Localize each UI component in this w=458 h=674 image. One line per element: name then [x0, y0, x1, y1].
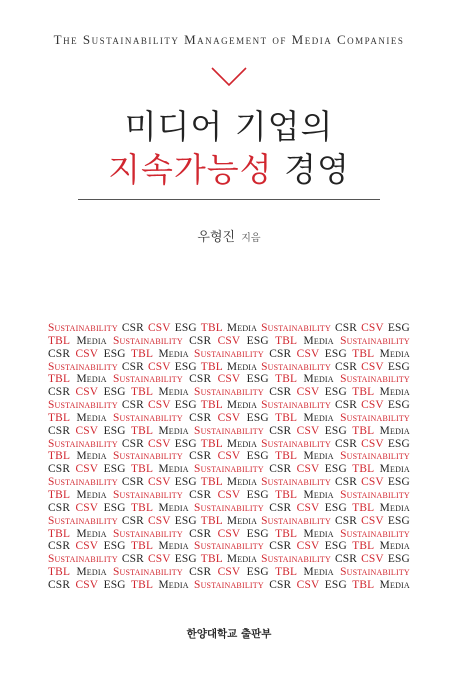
keyword: CSR	[121, 322, 144, 334]
keyword: CSV	[361, 399, 384, 412]
keyword: Media	[226, 553, 258, 566]
keyword: CSR	[189, 373, 212, 386]
keyword: Sustainability	[340, 334, 410, 347]
keyword: Sustainability	[112, 488, 183, 501]
keyword: CSV	[361, 437, 384, 450]
keyword: Sustainability	[340, 488, 410, 501]
keyword: TBL	[352, 386, 375, 399]
keyword: Media	[303, 527, 334, 540]
keyword: Sustainability	[194, 463, 264, 476]
keyword: CSR	[269, 501, 292, 514]
keyword: TBL	[48, 334, 71, 347]
keyword: Media	[379, 463, 410, 476]
keyword: ESG	[387, 514, 410, 527]
keyword: CSV	[296, 386, 320, 399]
keyword: CSV	[217, 373, 241, 386]
keyword: Media	[76, 411, 107, 424]
keyword: CSV	[296, 501, 320, 514]
keyword: CSR	[189, 527, 212, 540]
keyword: CSR	[48, 347, 71, 360]
keyword: TBL	[275, 527, 298, 540]
keyword: TBL	[48, 488, 71, 501]
keyword: CSR	[48, 424, 71, 437]
keyword: CSV	[361, 360, 384, 373]
keyword: Media	[226, 476, 258, 489]
keyword: Sustainability	[194, 424, 264, 437]
keyword: Media	[303, 334, 334, 347]
author-role: 지음	[241, 233, 261, 244]
keyword: TBL	[131, 540, 154, 553]
keyword: Sustainability	[261, 437, 331, 450]
keyword: ESG	[246, 450, 269, 463]
keyword: TBL	[48, 450, 71, 463]
keyword: ESG	[324, 501, 347, 514]
keyword: ESG	[387, 399, 410, 412]
keyword: Media	[158, 424, 189, 437]
keyword: ESG	[174, 476, 197, 489]
keyword: ESG	[324, 463, 347, 476]
keyword: ESG	[103, 424, 126, 437]
keyword: TBL	[200, 514, 223, 527]
keyword: ESG	[324, 540, 347, 553]
keyword: Sustainability	[261, 399, 331, 412]
chevron-down-icon	[210, 66, 248, 88]
keyword: TBL	[200, 553, 223, 566]
keyword: Media	[76, 566, 107, 579]
keyword: TBL	[352, 501, 375, 514]
keyword: Media	[226, 437, 258, 450]
keyword: ESG	[174, 360, 197, 373]
keyword: Sustainability	[340, 527, 410, 540]
keyword-row	[48, 489, 410, 502]
keyword: ESG	[324, 578, 347, 591]
keyword: Sustainability	[261, 360, 331, 373]
keyword-row	[48, 438, 410, 451]
keyword-row	[48, 476, 410, 489]
keyword: CSV	[147, 514, 171, 527]
keyword: ESG	[246, 334, 269, 347]
keyword: CSV	[296, 578, 320, 591]
keyword: TBL	[200, 360, 223, 373]
keyword: Sustainability	[48, 437, 118, 450]
keyword: Media	[226, 514, 258, 527]
keyword: Sustainability	[340, 450, 410, 463]
keyword: Media	[158, 347, 189, 360]
keyword: Sustainability	[340, 411, 410, 424]
keyword: ESG	[174, 322, 197, 334]
keyword: CSR	[189, 450, 212, 463]
keyword: CSR	[48, 578, 71, 591]
keyword: CSR	[269, 347, 292, 360]
keyword: TBL	[48, 527, 71, 540]
book-title-line1: 미디어 기업의	[124, 107, 334, 146]
keyword: Sustainability	[194, 347, 264, 360]
keyword: CSV	[147, 553, 171, 566]
keyword: ESG	[174, 514, 197, 527]
keyword: TBL	[352, 424, 375, 437]
keyword: Media	[76, 373, 107, 386]
keyword: CSR	[269, 463, 292, 476]
keyword: Media	[158, 463, 189, 476]
keyword: CSV	[217, 527, 241, 540]
keyword: Media	[76, 450, 107, 463]
keyword: Sustainability	[261, 553, 331, 566]
keyword: CSR	[269, 424, 292, 437]
keyword: TBL	[131, 347, 154, 360]
keyword: CSR	[189, 566, 212, 579]
keyword: CSV	[217, 450, 241, 463]
keyword: CSV	[147, 437, 171, 450]
keyword: CSR	[121, 553, 144, 566]
keyword: CSV	[361, 514, 384, 527]
keyword: CSV	[75, 578, 99, 591]
keyword-pattern	[48, 322, 410, 592]
keyword: Media	[379, 424, 410, 437]
divider	[78, 199, 380, 200]
keyword: TBL	[352, 540, 375, 553]
keyword-row	[48, 412, 410, 425]
keyword: Media	[76, 527, 107, 540]
keyword: TBL	[275, 566, 298, 579]
keyword: ESG	[103, 540, 126, 553]
keyword-row	[48, 425, 410, 438]
keyword: Media	[303, 566, 334, 579]
keyword: TBL	[131, 578, 154, 591]
keyword: CSR	[48, 463, 71, 476]
keyword: Sustainability	[112, 450, 183, 463]
keyword: Sustainability	[48, 322, 118, 334]
keyword: TBL	[200, 322, 223, 334]
keyword: ESG	[246, 566, 269, 579]
keyword: ESG	[324, 347, 347, 360]
keyword: CSV	[75, 501, 99, 514]
keyword-row	[48, 361, 410, 374]
keyword: ESG	[387, 476, 410, 489]
keyword: TBL	[352, 578, 375, 591]
keyword: ESG	[174, 553, 197, 566]
keyword: ESG	[246, 527, 269, 540]
keyword-row	[48, 373, 410, 386]
keyword: CSR	[121, 476, 144, 489]
keyword: TBL	[275, 411, 298, 424]
keyword: Sustainability	[48, 476, 118, 489]
keyword-row	[48, 335, 410, 348]
keyword: TBL	[48, 566, 71, 579]
keyword-row	[48, 566, 410, 579]
keyword: CSR	[269, 386, 292, 399]
keyword: Sustainability	[261, 476, 331, 489]
title-highlight: 지속가능성	[108, 150, 273, 189]
keyword-row	[48, 579, 410, 592]
keyword: CSV	[147, 322, 171, 334]
keyword: CSV	[75, 424, 99, 437]
keyword: Media	[303, 373, 334, 386]
keyword: TBL	[352, 463, 375, 476]
keyword: ESG	[246, 411, 269, 424]
keyword: TBL	[131, 501, 154, 514]
keyword-row	[48, 348, 410, 361]
keyword: ESG	[103, 501, 126, 514]
keyword: ESG	[387, 437, 410, 450]
keyword: TBL	[131, 424, 154, 437]
keyword: TBL	[352, 347, 375, 360]
keyword: Sustainability	[112, 527, 183, 540]
keyword: CSV	[296, 463, 320, 476]
keyword: CSR	[334, 553, 358, 566]
keyword: Sustainability	[48, 514, 118, 527]
keyword: Media	[379, 501, 410, 514]
keyword: CSV	[361, 322, 384, 334]
keyword: CSV	[296, 424, 320, 437]
keyword: Sustainability	[261, 322, 331, 334]
keyword: ESG	[246, 373, 269, 386]
keyword: Sustainability	[194, 501, 264, 514]
keyword: Media	[303, 450, 334, 463]
keyword: TBL	[275, 334, 298, 347]
keyword: CSR	[269, 540, 292, 553]
keyword: Media	[158, 540, 189, 553]
english-title: The Sustainability Management of Media Companies	[53, 32, 405, 47]
keyword: TBL	[200, 437, 223, 450]
keyword: Media	[303, 411, 334, 424]
keyword: ESG	[246, 488, 269, 501]
keyword-row	[48, 502, 410, 515]
keyword: Media	[379, 386, 410, 399]
keyword: CSR	[189, 411, 212, 424]
keyword: CSV	[75, 463, 99, 476]
keyword: CSV	[361, 553, 384, 566]
keyword: ESG	[387, 553, 410, 566]
keyword: CSR	[334, 322, 358, 334]
keyword: Media	[379, 540, 410, 553]
keyword: CSR	[334, 514, 358, 527]
keyword: ESG	[174, 399, 197, 412]
keyword: Sustainability	[261, 514, 331, 527]
keyword: Media	[226, 322, 258, 334]
keyword: Media	[379, 347, 410, 360]
keyword: CSV	[217, 566, 241, 579]
keyword-row	[48, 540, 410, 553]
keyword: Sustainability	[112, 373, 183, 386]
keyword: Media	[158, 578, 189, 591]
keyword-row	[48, 386, 410, 399]
keyword: Media	[158, 501, 189, 514]
keyword: CSV	[147, 360, 171, 373]
keyword: CSR	[334, 360, 358, 373]
keyword: CSV	[147, 476, 171, 489]
keyword: Media	[158, 386, 189, 399]
keyword: Media	[76, 488, 107, 501]
keyword: Sustainability	[112, 411, 183, 424]
keyword: ESG	[103, 386, 126, 399]
keyword: CSR	[48, 501, 71, 514]
keyword: ESG	[387, 360, 410, 373]
keyword: TBL	[48, 373, 71, 386]
keyword: Sustainability	[48, 399, 118, 412]
keyword: CSV	[147, 399, 171, 412]
keyword-row	[48, 463, 410, 476]
keyword: CSV	[75, 540, 99, 553]
keyword: CSR	[48, 540, 71, 553]
keyword: CSR	[48, 386, 71, 399]
keyword-row	[48, 399, 410, 412]
keyword: CSR	[269, 578, 292, 591]
keyword: Media	[303, 488, 334, 501]
keyword: TBL	[200, 476, 223, 489]
keyword: TBL	[131, 386, 154, 399]
keyword-row	[48, 322, 410, 335]
keyword: Media	[379, 578, 410, 591]
keyword: Sustainability	[340, 373, 410, 386]
keyword: CSV	[75, 386, 99, 399]
author-credit	[0, 226, 458, 245]
keyword: CSR	[121, 514, 144, 527]
keyword: CSR	[121, 437, 144, 450]
keyword: CSV	[217, 411, 241, 424]
keyword: CSR	[189, 488, 212, 501]
author-name: 우형진	[197, 230, 236, 245]
keyword: ESG	[174, 437, 197, 450]
keyword: ESG	[324, 386, 347, 399]
keyword: CSR	[334, 476, 358, 489]
keyword: CSR	[334, 399, 358, 412]
keyword: Media	[76, 334, 107, 347]
keyword: Media	[226, 399, 258, 412]
keyword: Sustainability	[112, 334, 183, 347]
keyword: CSR	[334, 437, 358, 450]
keyword: CSV	[217, 488, 241, 501]
keyword: Sustainability	[194, 578, 264, 591]
keyword: CSR	[121, 399, 144, 412]
title-suffix: 경영	[284, 150, 350, 189]
keyword: Sustainability	[48, 553, 118, 566]
keyword: TBL	[275, 373, 298, 386]
keyword: ESG	[324, 424, 347, 437]
keyword: CSV	[296, 347, 320, 360]
keyword: ESG	[103, 578, 126, 591]
keyword: TBL	[200, 399, 223, 412]
keyword: TBL	[131, 463, 154, 476]
keyword: Media	[226, 360, 258, 373]
keyword-row	[48, 515, 410, 528]
keyword: Sustainability	[194, 540, 264, 553]
keyword: Sustainability	[340, 566, 410, 579]
publisher-name: 한양대학교 출판부	[186, 628, 272, 640]
keyword: Sustainability	[48, 360, 118, 373]
keyword: TBL	[48, 411, 71, 424]
keyword: CSV	[361, 476, 384, 489]
book-title-line2	[0, 144, 458, 191]
keyword: Sustainability	[112, 566, 183, 579]
keyword: Sustainability	[194, 386, 264, 399]
keyword: ESG	[387, 322, 410, 334]
keyword: TBL	[275, 488, 298, 501]
keyword: CSR	[121, 360, 144, 373]
keyword: ESG	[103, 347, 126, 360]
keyword-row	[48, 528, 410, 541]
keyword: CSV	[75, 347, 99, 360]
keyword: CSV	[217, 334, 241, 347]
keyword-row	[48, 553, 410, 566]
keyword: TBL	[275, 450, 298, 463]
keyword-row	[48, 450, 410, 463]
keyword: CSR	[189, 334, 212, 347]
keyword: ESG	[103, 463, 126, 476]
keyword: CSV	[296, 540, 320, 553]
